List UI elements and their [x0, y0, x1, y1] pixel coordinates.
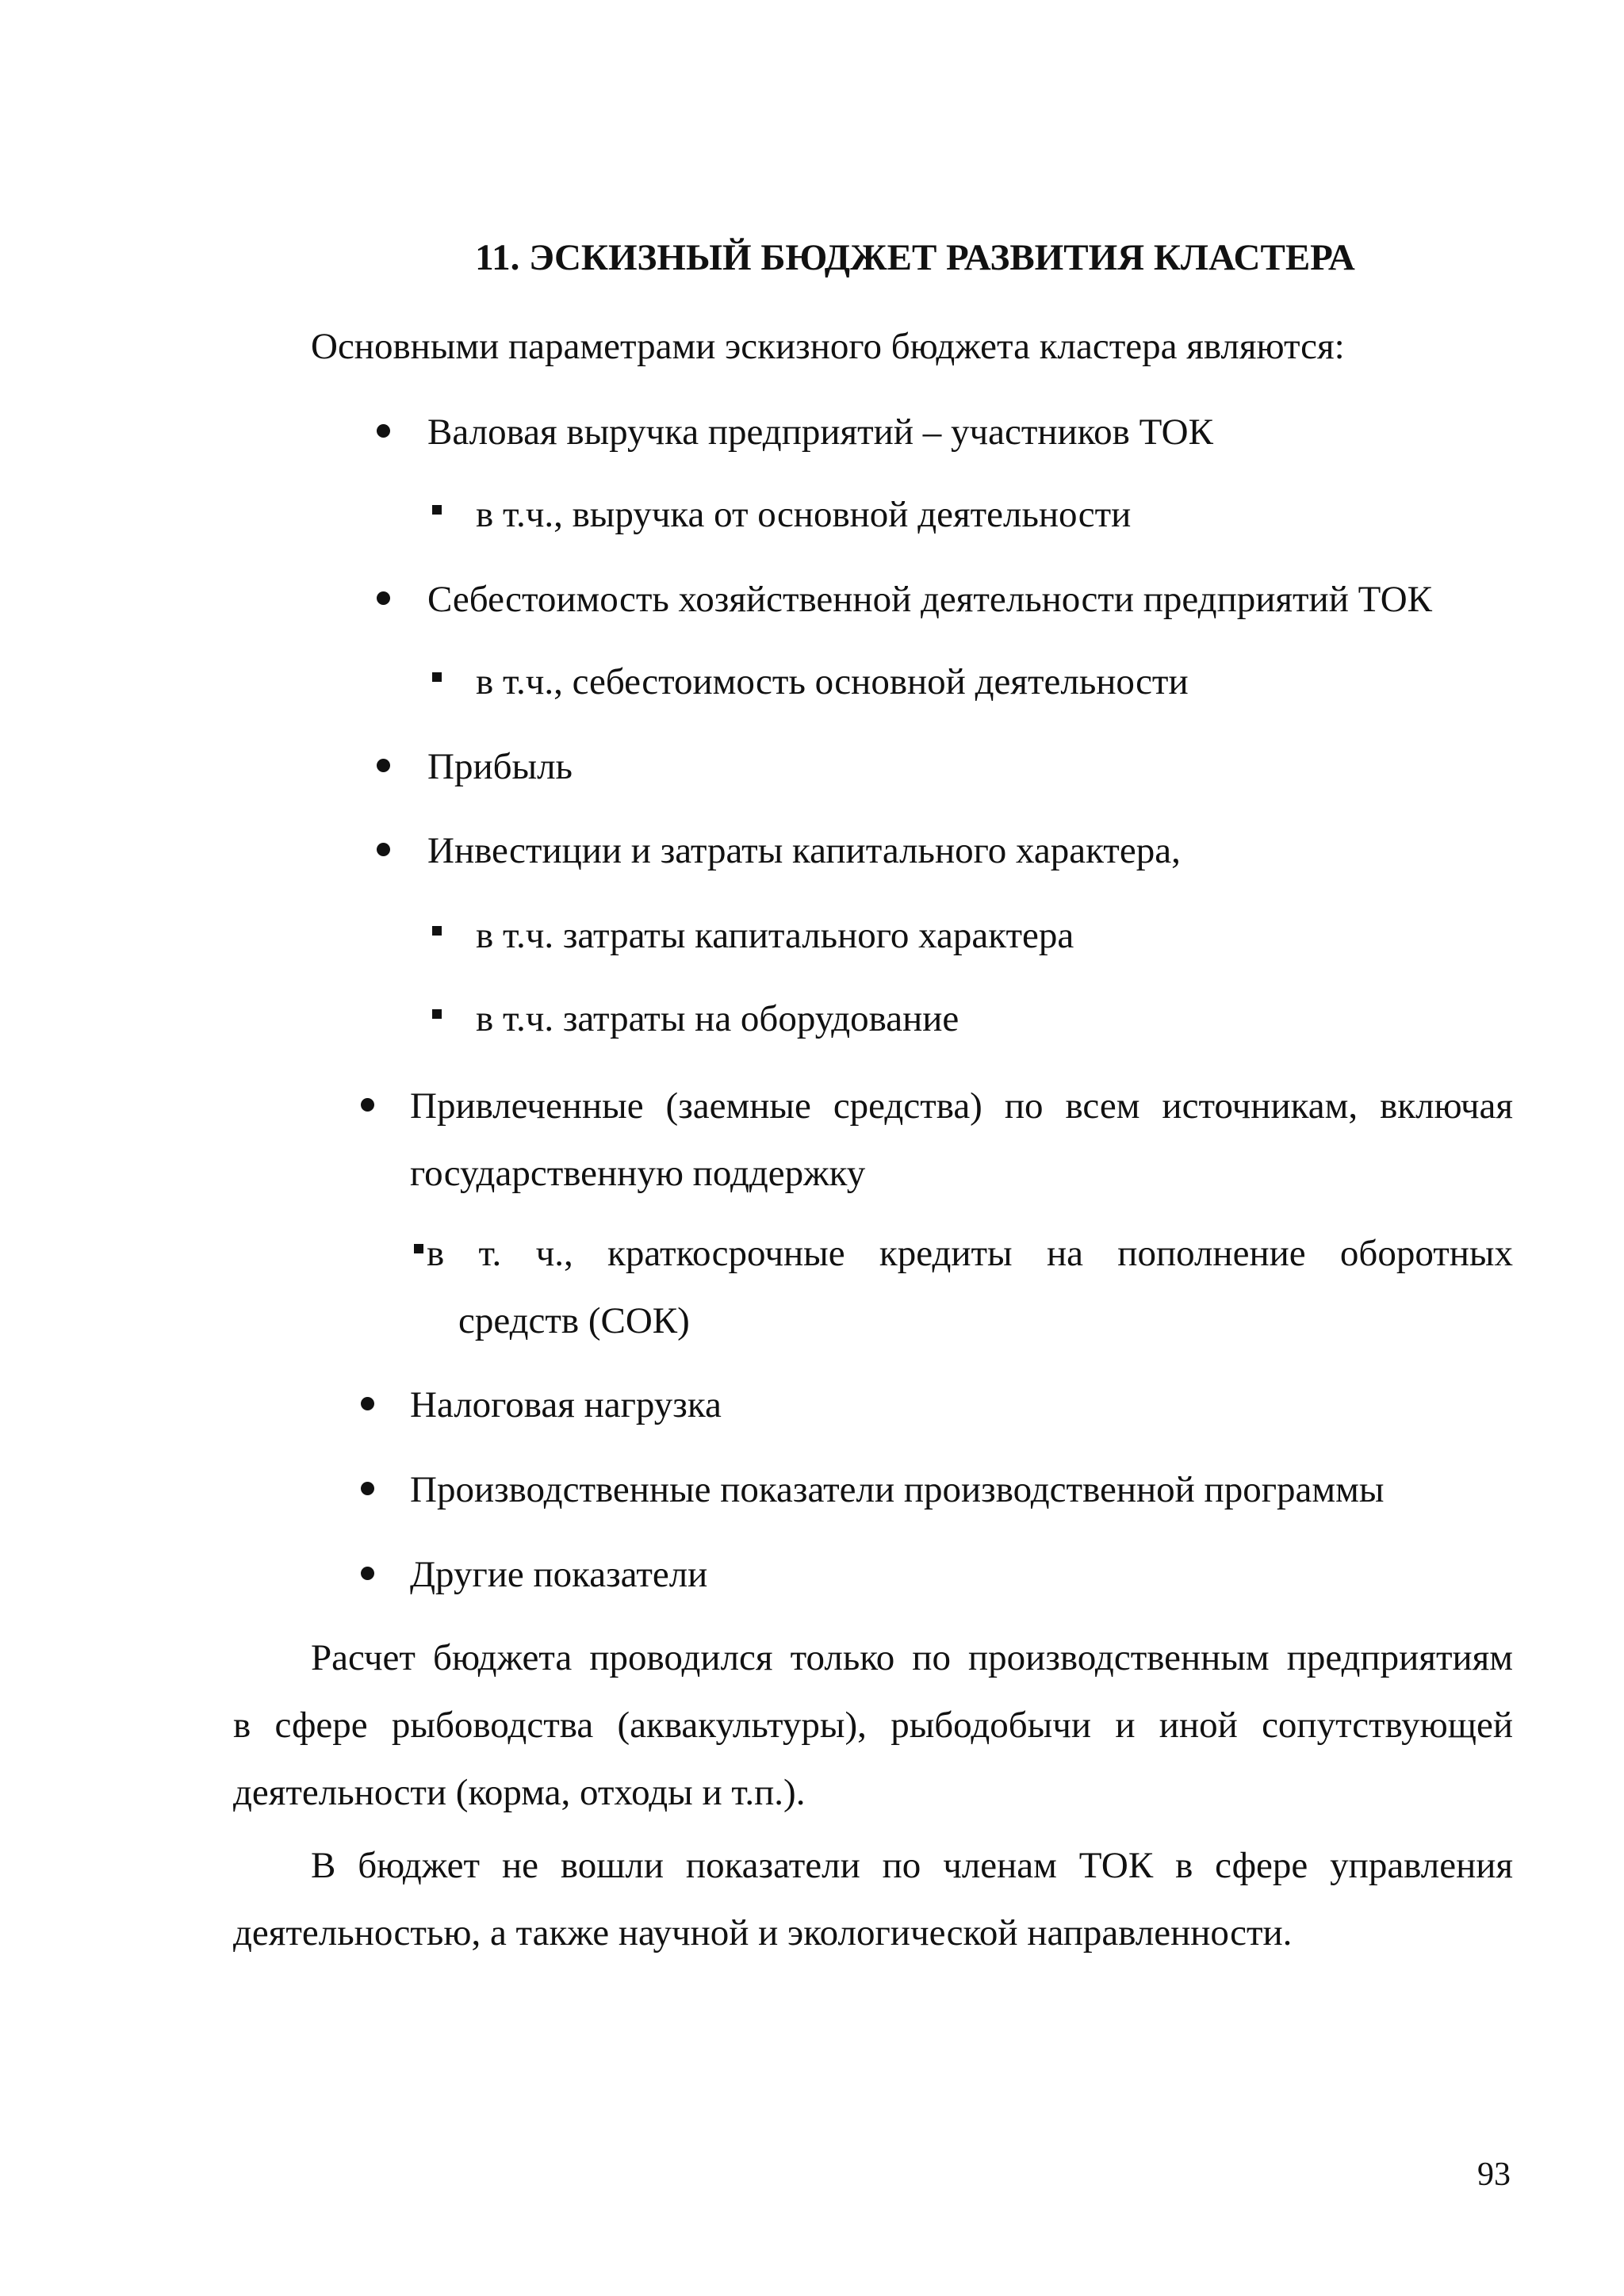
sub-list-item: в т.ч. затраты капитального характера	[476, 915, 1074, 956]
bullet-dot-icon	[361, 1482, 374, 1495]
bullet-dot-icon	[377, 843, 390, 856]
list-item: Другие показатели	[410, 1554, 708, 1595]
section-title: 11. ЭСКИЗНЫЙ БЮДЖЕТ РАЗВИТИЯ КЛАСТЕРА	[475, 237, 1355, 278]
bullet-square-icon	[414, 1244, 423, 1253]
list-item: Налоговая нагрузка	[410, 1384, 722, 1425]
sub-list-item-continuation: средств (СОК)	[458, 1300, 690, 1341]
paragraph-line: деятельностью, а также научной и экологической направленности.	[233, 1912, 1293, 1954]
list-item-continuation: государственную поддержку	[410, 1153, 866, 1194]
list-item: Прибыль	[427, 746, 573, 787]
paragraph-line: Расчет бюджета проводился только по производственным предприятиям	[311, 1637, 1513, 1678]
bullet-dot-icon	[377, 591, 390, 605]
sub-list-item: в т.ч. затраты на оборудование	[476, 998, 959, 1039]
bullet-square-icon	[432, 1009, 442, 1019]
bullet-square-icon	[432, 926, 442, 936]
bullet-dot-icon	[377, 424, 390, 438]
bullet-square-icon	[432, 505, 442, 515]
bullet-dot-icon	[377, 759, 390, 772]
paragraph-line: деятельности (корма, отходы и т.п.).	[233, 1772, 806, 1813]
bullet-dot-icon	[361, 1397, 374, 1410]
list-item: Привлеченные (заемные средства) по всем источникам, включая	[410, 1085, 1513, 1127]
sub-list-item: в т. ч., краткосрочные кредиты на пополнение оборотных	[427, 1233, 1513, 1274]
bullet-dot-icon	[361, 1098, 374, 1112]
bullet-dot-icon	[361, 1567, 374, 1580]
list-item: Себестоимость хозяйственной деятельности предприятий ТОК	[427, 579, 1432, 620]
paragraph-line: В бюджет не вошли показатели по членам ТОК в сфере управления	[311, 1845, 1513, 1886]
sub-list-item: в т.ч., себестоимость основной деятельности	[476, 661, 1189, 702]
bullet-square-icon	[432, 672, 442, 682]
sub-list-item: в т.ч., выручка от основной деятельности	[476, 494, 1132, 535]
paragraph-line: в сфере рыбоводства (аквакультуры), рыбодобычи и иной сопутствующей	[233, 1705, 1513, 1746]
list-item: Валовая выручка предприятий – участников ТОК	[427, 411, 1213, 453]
list-item: Инвестиции и затраты капитального характера,	[427, 830, 1181, 871]
intro-paragraph: Основными параметрами эскизного бюджета кластера являются:	[311, 326, 1345, 367]
list-item: Производственные показатели производственной программы	[410, 1469, 1385, 1510]
page-number: 93	[1477, 2156, 1511, 2193]
